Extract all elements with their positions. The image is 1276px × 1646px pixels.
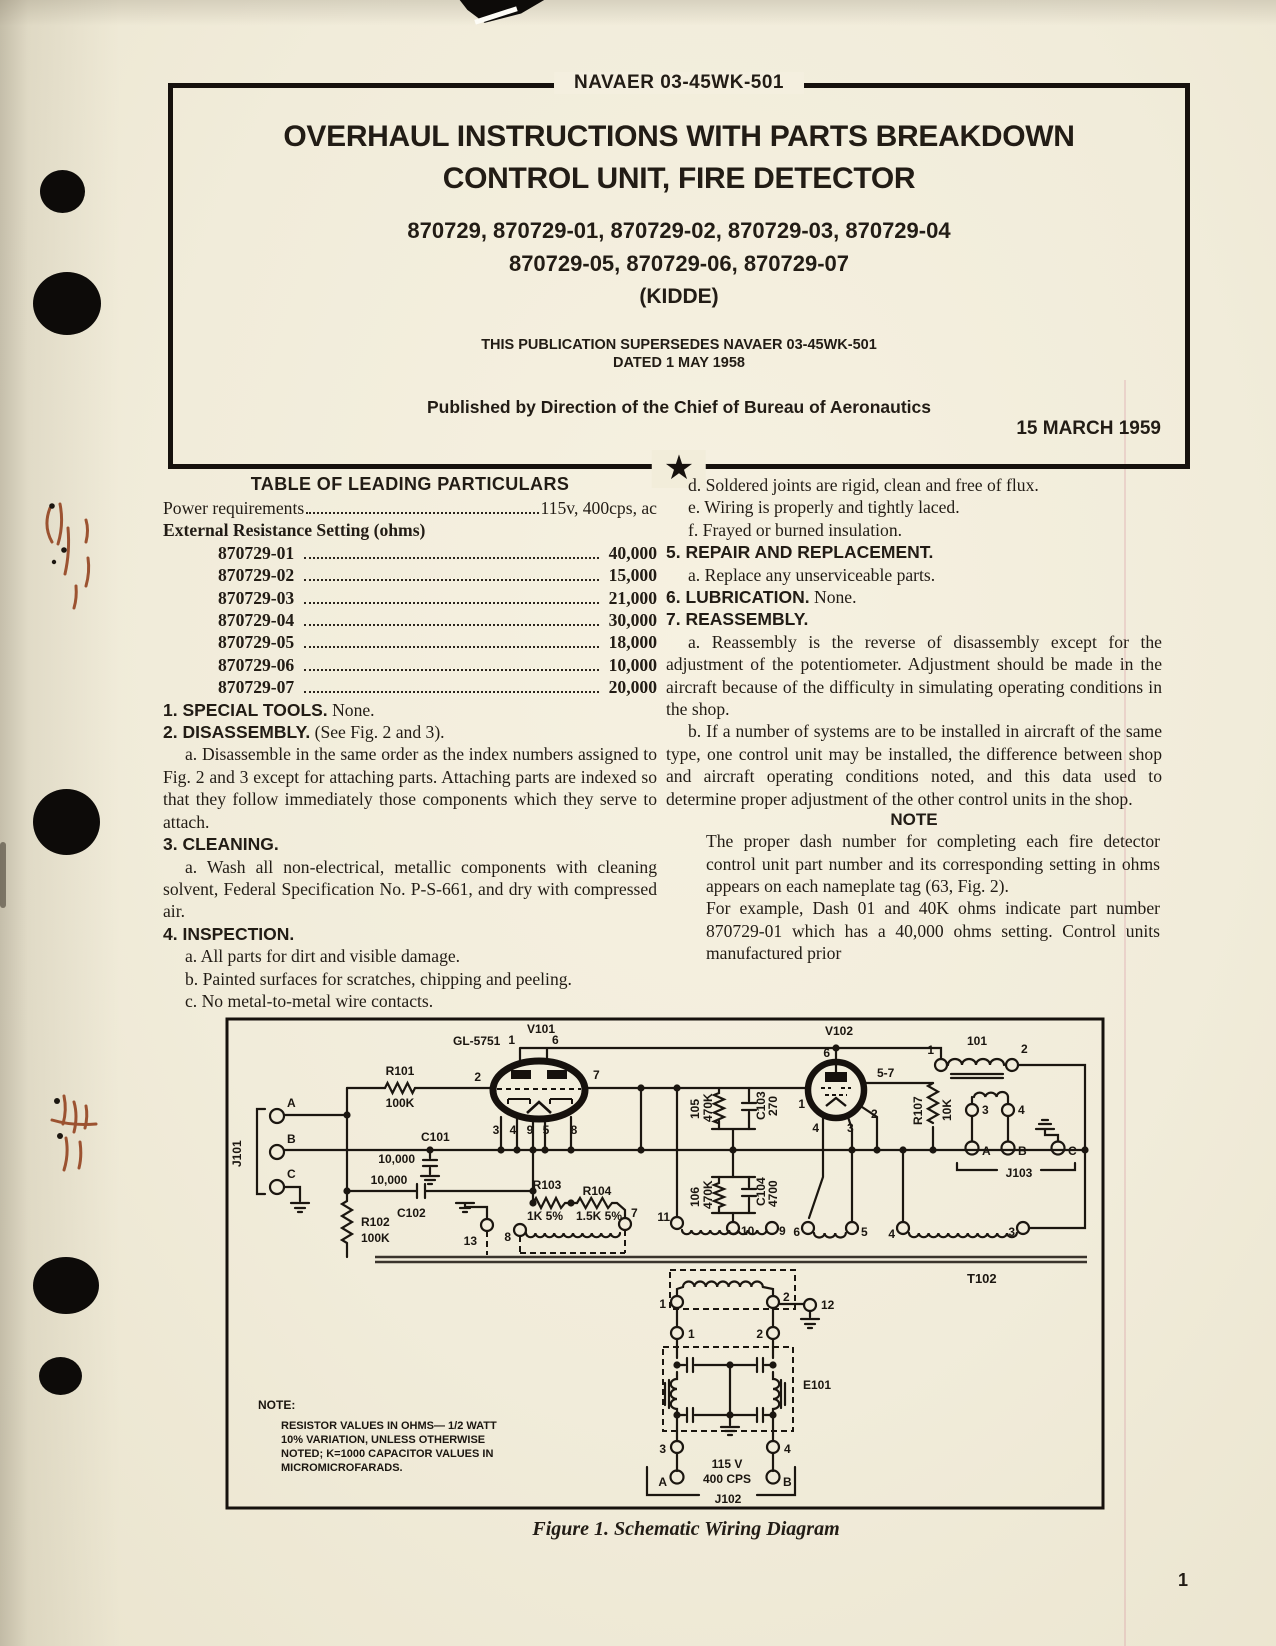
table-row [163, 542, 657, 564]
scan-top-shadow [0, 0, 1276, 26]
published-by: Published by Direction of the Chief of Bureau of Aeronautics [427, 397, 931, 417]
section-heading: 1. SPECIAL TOOLS. [163, 699, 328, 720]
pin-label: 1 [659, 1297, 666, 1311]
part-number: 870729-07 [218, 677, 295, 698]
pin-label: 5 [861, 1225, 868, 1239]
dot-leader [304, 624, 598, 626]
pin-label: 10 [741, 1224, 755, 1238]
ohms-value: 30,000 [608, 610, 657, 631]
figure-caption: Figure 1. Schematic Wiring Diagram [532, 1518, 840, 1540]
vacuum-tube-v102 [808, 1062, 864, 1118]
table-row [163, 587, 657, 609]
pin-label: 4 [784, 1442, 791, 1456]
pin-label: 6 [823, 1046, 830, 1060]
pin-label: 7 [593, 1068, 600, 1082]
dot-leader [306, 512, 538, 514]
resistance-heading: External Resistance Setting (ohms) [163, 520, 426, 541]
label-r106: 106 [688, 1186, 702, 1207]
power-requirements-row [163, 497, 657, 519]
part-number: 870729-02 [218, 565, 295, 586]
dashed-shields [487, 1230, 795, 1431]
left-column [163, 474, 657, 1012]
star-separator: ★ [652, 450, 706, 488]
dot-leader [304, 579, 598, 581]
pin-label: 1 [927, 1043, 934, 1057]
label-e101: E101 [803, 1378, 832, 1392]
label-r102: R102 [361, 1215, 390, 1229]
part-number: 870729-06 [218, 654, 295, 675]
pin-label: 4 [888, 1227, 895, 1241]
binder-hole [33, 789, 100, 855]
junction-dots [343, 1044, 1088, 1418]
supersedes-line-2: DATED 1 MAY 1958 [613, 355, 745, 371]
pin-label: 5 [542, 1123, 550, 1137]
label-relay-101: 101 [966, 1034, 988, 1048]
label-r106-value: 470K [701, 1180, 715, 1209]
table-row [163, 564, 657, 586]
table-title: TABLE OF LEADING PARTICULARS [250, 474, 570, 494]
label-r101: R101 [385, 1064, 415, 1078]
label-j102: J102 [714, 1492, 742, 1506]
section-1 [163, 699, 657, 721]
part-number: 870729-04 [218, 610, 295, 631]
binder-hole [39, 1357, 82, 1395]
pin-label: B [1018, 1144, 1027, 1158]
note-paragraph: The proper dash number for completing each fire detector control unit part number and its corresponding setting in ohms appears on each nameplate tag (63, Fig. 2). [706, 831, 1160, 896]
dot-leader [304, 602, 598, 604]
pin-label: B [287, 1132, 296, 1146]
label-v101: V101 [527, 1022, 556, 1036]
label-v102: V102 [824, 1024, 854, 1038]
label-gl5751: GL-5751 [453, 1034, 501, 1048]
section-2 [163, 721, 657, 743]
dot-leader [304, 557, 598, 559]
table-row [163, 654, 657, 676]
pin-label: 13 [463, 1234, 477, 1248]
ohms-value: 10,000 [608, 654, 657, 675]
list-item: f. Frayed or burned insulation. [688, 519, 903, 540]
part-number: 870729-05 [218, 632, 295, 653]
section-heading: 7. REASSEMBLY. [666, 609, 809, 630]
pin-label: C [1068, 1144, 1077, 1158]
dot-leader [304, 646, 598, 648]
section-heading: 6. LUBRICATION. [666, 587, 810, 608]
label-cps: 400 CPS [702, 1472, 752, 1486]
paragraph: a. Disassemble in the same order as the index numbers assigned to Fig. 2 and 3 except for attaching parts. Attaching parts are indexed so that they follow immediately those components which they serve to attach. [163, 744, 657, 832]
label-c104: C104 [754, 1177, 768, 1206]
pin-label: 6 [793, 1225, 800, 1239]
section-heading: 4. INSPECTION. [163, 923, 295, 944]
pin-label: 1 [798, 1097, 805, 1111]
supersedes-line-1: THIS PUBLICATION SUPERSEDES NAVAER 03-45WK-501 [481, 337, 877, 353]
title-line-1: OVERHAUL INSTRUCTIONS WITH PARTS BREAKDOWN [283, 120, 1075, 153]
label-volts: 115 V [711, 1457, 743, 1471]
label-r101-value: 100K [385, 1096, 415, 1110]
label-r103-value: 1K 5% [526, 1209, 564, 1223]
publication-date: 15 MARCH 1959 [1016, 418, 1161, 439]
pin-label: 1 [508, 1033, 515, 1047]
ohms-value: 20,000 [608, 677, 657, 698]
vacuum-tube-v101 [493, 1061, 585, 1119]
binder-hole [40, 170, 85, 213]
part-numbers-1: 870729, 870729-01, 870729-02, 870729-03, 870729-04 [407, 218, 951, 243]
title-line-2: CONTROL UNIT, FIRE DETECTOR [442, 162, 916, 195]
pin-label: 4 [812, 1121, 819, 1135]
label-r105-value: 470K [701, 1093, 715, 1122]
label-c101-value: 10,000 [378, 1152, 415, 1166]
paragraph: b. If a number of systems are to be installed in aircraft of the same type, one control unit may be installed, the difference between shop and aircraft operating conditions noted, and this data used to determine proper adjustment of the other control units in the shop. [666, 721, 1162, 809]
section-6 [666, 586, 1162, 608]
list-item: a. All parts for dirt and visible damage. [185, 946, 461, 967]
note-line: MICROMICROFARADS. [281, 1462, 403, 1474]
ohms-value: 15,000 [608, 565, 657, 586]
schematic-note [258, 1398, 497, 1474]
note-line: 10% VARIATION, UNLESS OTHERWISE [281, 1434, 486, 1446]
pin-label: 9 [526, 1123, 534, 1137]
label-r107: R107 [911, 1096, 925, 1125]
pin-label: 8 [570, 1123, 578, 1137]
pin-label: 2 [783, 1290, 790, 1304]
section-text: None. [332, 699, 375, 720]
table-row [163, 609, 657, 631]
pin-label: 4 [509, 1123, 517, 1137]
ohms-value: 21,000 [608, 587, 657, 608]
label-c101: C101 [421, 1130, 450, 1144]
note-line: RESISTOR VALUES IN OHMS— 1/2 WATT [281, 1420, 497, 1432]
pin-label: 2 [871, 1107, 878, 1121]
pin-label: 8 [504, 1230, 511, 1244]
power-label: Power requirements [163, 498, 305, 518]
manufacturer: (KIDDE) [639, 285, 719, 308]
note-heading: NOTE [890, 810, 938, 830]
section-4 [163, 923, 657, 945]
pin-label: 2 [756, 1327, 763, 1341]
section-heading: 5. REPAIR AND REPLACEMENT. [666, 542, 934, 563]
list-item: b. Painted surfaces for scratches, chipping and peeling. [185, 968, 572, 989]
part-number: 870729-03 [218, 587, 295, 608]
note-title: NOTE: [258, 1398, 296, 1412]
ohms-value: 18,000 [608, 632, 657, 653]
part-number: 870729-01 [218, 542, 295, 563]
binder-hole [33, 1257, 99, 1314]
label-j103: J103 [1005, 1166, 1033, 1180]
section-text: (See Fig. 2 and 3). [314, 722, 445, 743]
part-numbers-2: 870729-05, 870729-06, 870729-07 [508, 251, 850, 276]
pin-label: 4 [1018, 1103, 1025, 1117]
pin-label: 9 [779, 1224, 786, 1238]
dot-leader [304, 669, 598, 671]
section-7 [666, 608, 1162, 630]
dot-leader [304, 691, 598, 693]
pin-label: 6 [552, 1033, 559, 1047]
pin-label: A [287, 1096, 296, 1110]
schematic-figure [225, 1017, 1105, 1510]
pin-label: B [783, 1475, 792, 1489]
power-value: 115v, 400cps, ac [540, 498, 657, 518]
right-column [666, 474, 1162, 965]
pin-label: 3 [847, 1121, 854, 1135]
label-r104: R104 [582, 1184, 612, 1198]
ohms-value: 40,000 [608, 542, 657, 563]
label-c102-value: 10,000 [370, 1173, 408, 1187]
doc-number: NAVAER 03-45WK-501 [554, 72, 804, 94]
pin-label: 5-7 [877, 1066, 895, 1080]
pin-label: 1 [688, 1327, 695, 1341]
list-item: e. Wiring is properly and tightly laced. [688, 497, 960, 518]
pin-label: 3 [982, 1103, 989, 1117]
pin-label: 7 [631, 1206, 638, 1220]
label-j101: J101 [230, 1140, 244, 1167]
page-number: 1 [1178, 1570, 1189, 1590]
label-c103: C103 [754, 1091, 768, 1120]
transformer-core [375, 1257, 1087, 1262]
table-row [163, 631, 657, 653]
label-c104-value: 4700 [766, 1180, 780, 1207]
list-item: d. Soldered joints are rigid, clean and free of flux. [688, 475, 1039, 495]
label-r103: R103 [532, 1178, 562, 1192]
label-r107-value: 10K [940, 1098, 954, 1121]
binder-hole [33, 272, 101, 335]
note-paragraph: For example, Dash 01 and 40K ohms indicate part number 870729-01 which has a 40,000 ohms setting. Control units manufactured prior [706, 898, 1160, 964]
red-scribble-mark [30, 1086, 114, 1182]
section-heading: 3. CLEANING. [163, 834, 279, 855]
pin-label: A [982, 1144, 991, 1158]
pin-label: 3 [1008, 1225, 1015, 1239]
note-line: NOTED; K=1000 CAPACITOR VALUES IN [281, 1448, 494, 1460]
edge-smudge [0, 842, 6, 908]
paragraph: a. Replace any unserviceable parts. [688, 564, 936, 585]
label-r102-value: 100K [361, 1231, 390, 1245]
label-c103-value: 270 [766, 1095, 780, 1116]
pin-label: A [658, 1475, 667, 1489]
label-r105: 105 [688, 1098, 702, 1119]
label-c102: C102 [397, 1206, 426, 1220]
pin-label: 2 [474, 1070, 481, 1084]
section-5 [666, 541, 1162, 563]
section-heading: 2. DISASSEMBLY. [163, 722, 311, 743]
section-text: None. [813, 587, 857, 608]
pin-label: 12 [821, 1298, 835, 1312]
pin-label: C [287, 1167, 296, 1181]
pin-label: 3 [492, 1123, 500, 1137]
label-r104-value: 1.5K 5% [575, 1209, 623, 1223]
label-t102: T102 [967, 1271, 997, 1286]
paragraph: a. Wash all non-electrical, metallic components with cleaning solvent, Federal Specification No. P-S-661, and dry with compressed air. [163, 856, 657, 922]
paragraph: a. Reassembly is the reverse of disassembly except for the adjustment of the potentiometer. Adjustment should be made in the aircraft because of the difficulty in simulating operating conditions in the shop. [666, 631, 1162, 720]
table-row [163, 676, 657, 698]
pin-label: 11 [657, 1210, 670, 1224]
red-scribble-mark [38, 496, 118, 626]
section-3 [163, 833, 657, 855]
pin-label: 3 [659, 1442, 666, 1456]
list-item: c. No metal-to-metal wire contacts. [185, 990, 434, 1011]
pin-label: 2 [1021, 1042, 1028, 1056]
